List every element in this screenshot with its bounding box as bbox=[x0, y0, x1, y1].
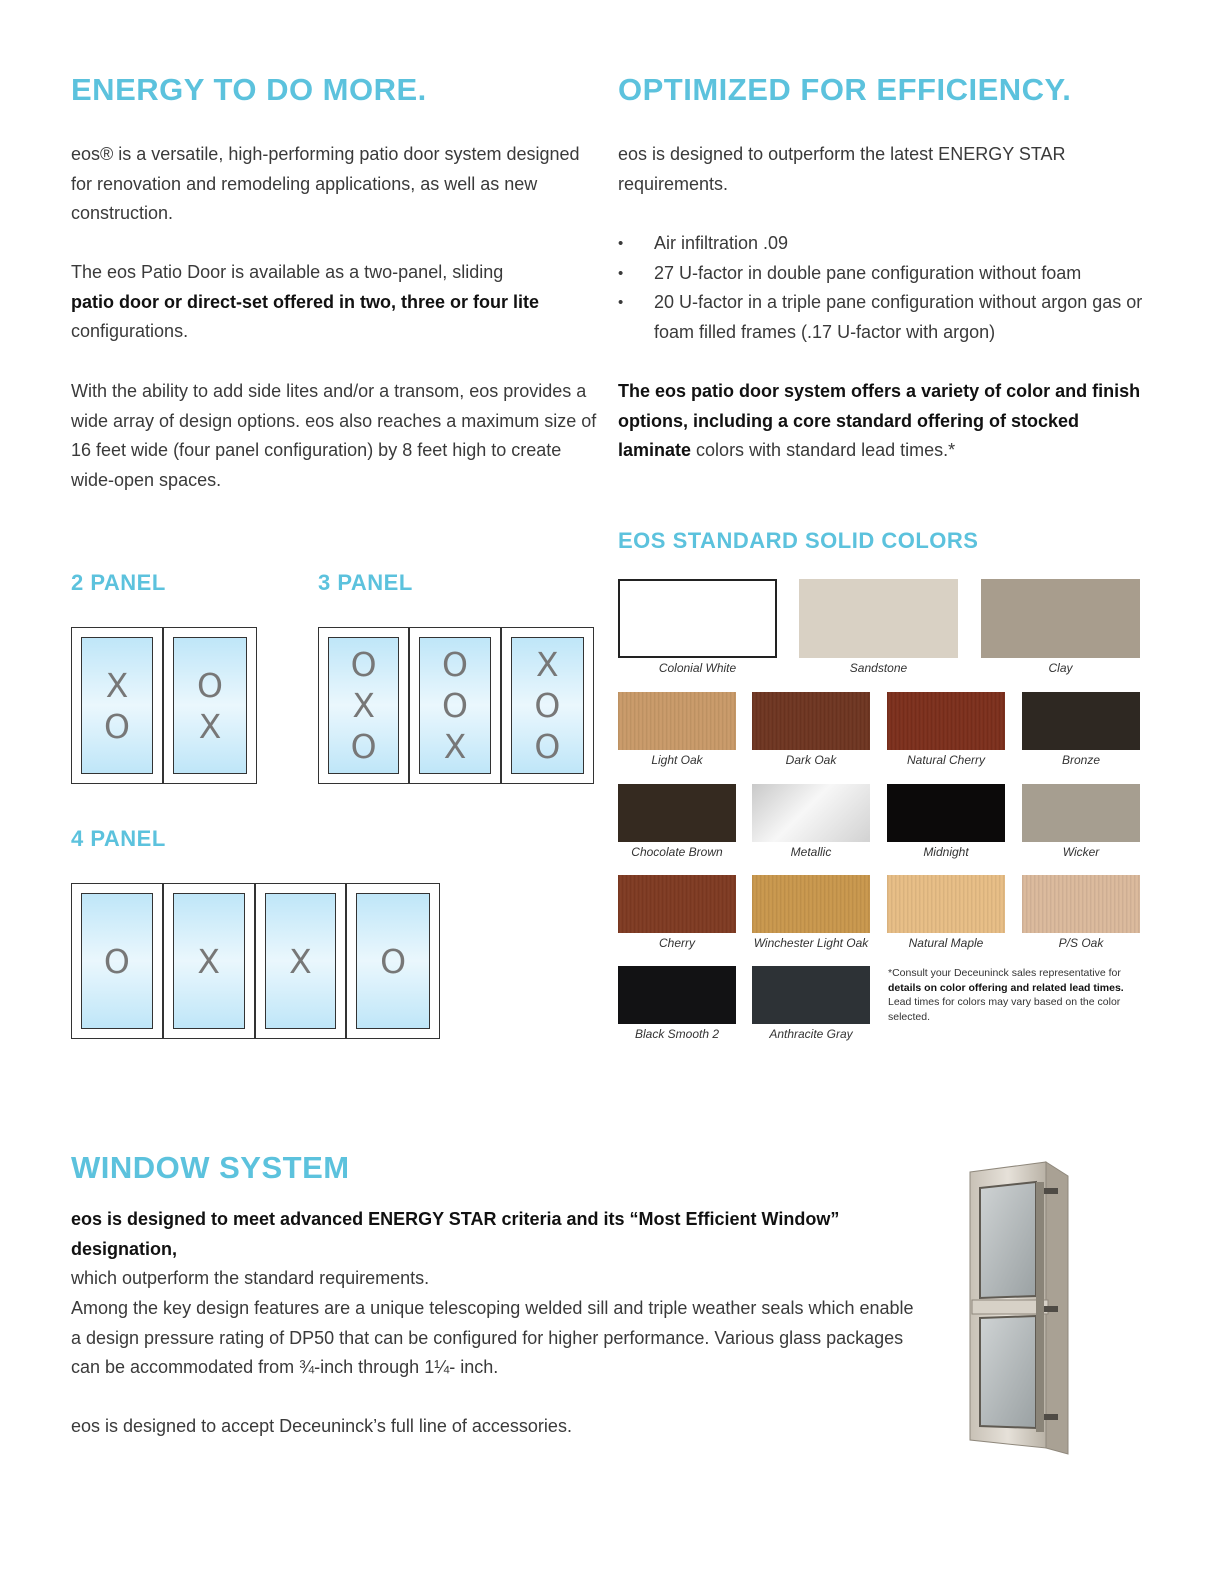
door-panel bbox=[347, 884, 439, 1038]
three-panel-title: 3 PANEL bbox=[318, 570, 413, 595]
door-glass bbox=[265, 893, 337, 1029]
color-chip bbox=[618, 692, 736, 750]
door-panel bbox=[72, 628, 164, 783]
color-swatch bbox=[618, 784, 736, 859]
color-swatch bbox=[799, 579, 958, 675]
lite-mark: O bbox=[442, 686, 468, 725]
color-chip bbox=[799, 579, 958, 658]
efficiency-bullet-list bbox=[618, 229, 1148, 347]
color-swatch bbox=[618, 966, 736, 1041]
color-swatch-label: Light Oak bbox=[651, 753, 703, 767]
color-chip bbox=[1022, 784, 1140, 842]
color-swatch-label: Midnight bbox=[923, 845, 969, 859]
color-note bbox=[888, 966, 1140, 1024]
door-panel bbox=[410, 628, 501, 783]
lite-mark: O bbox=[442, 645, 468, 684]
color-swatch-label: Colonial White bbox=[658, 661, 737, 675]
color-chip bbox=[887, 784, 1005, 842]
efficiency-paragraph-2-bold: The eos patio door system offers a variety of color and finish options, including a core standard offering of stocked laminate bbox=[618, 381, 1141, 461]
door-panel bbox=[256, 884, 348, 1038]
color-chip bbox=[618, 966, 736, 1024]
color-swatch bbox=[752, 966, 870, 1041]
door-panel bbox=[164, 628, 256, 783]
energy-paragraph-2-start: The eos Patio Door is available as a two-panel, sliding bbox=[71, 262, 504, 282]
efficiency-heading: OPTIMIZED FOR EFFICIENCY. bbox=[618, 72, 1072, 107]
color-swatch bbox=[618, 579, 777, 675]
lite-mark: O bbox=[103, 941, 130, 981]
two-panel-diagram bbox=[71, 627, 257, 784]
color-note-end: Lead times for colors may vary based on the color selected. bbox=[888, 996, 1121, 1023]
window-product-image bbox=[958, 1158, 1083, 1458]
efficiency-bullet: • 27 U-factor in double pane configuration without foam bbox=[618, 259, 1148, 289]
color-note-start: *Consult your Deceuninck sales representative for bbox=[888, 967, 1121, 979]
color-chip bbox=[1022, 692, 1140, 750]
lite-mark: X bbox=[352, 686, 375, 725]
color-swatch-label: Metallic bbox=[790, 845, 832, 859]
efficiency-paragraph-2 bbox=[618, 377, 1148, 466]
door-panel bbox=[502, 628, 593, 783]
lite-mark: X bbox=[443, 727, 467, 766]
energy-paragraph-2 bbox=[71, 258, 601, 347]
door-glass bbox=[173, 637, 247, 774]
color-swatch bbox=[887, 875, 1005, 950]
color-swatch-label: Winchester Light Oak bbox=[753, 936, 869, 950]
door-glass bbox=[328, 637, 399, 774]
efficiency-paragraph-2-end: colors with standard lead times.* bbox=[696, 440, 956, 461]
door-glass bbox=[81, 637, 153, 774]
color-swatch-label: Wicker bbox=[1062, 845, 1100, 859]
lite-mark: O bbox=[104, 706, 130, 746]
lite-mark: O bbox=[197, 665, 223, 705]
window-paragraph-2: Among the key design features are a unique telescoping welded sill and triple weather seals which enable a design pressure rating of DP50 that can be configured for higher performance. Various glass packages can be accommodated from ¾-inch through 1¼- inch. bbox=[71, 1298, 914, 1378]
lite-mark: X bbox=[536, 645, 559, 684]
color-chip bbox=[887, 692, 1005, 750]
color-chip bbox=[752, 784, 870, 842]
lite-mark: O bbox=[350, 727, 377, 766]
door-panel bbox=[319, 628, 410, 783]
four-panel-diagram bbox=[71, 883, 440, 1039]
color-swatch bbox=[752, 875, 870, 950]
color-chip bbox=[618, 875, 736, 933]
color-swatch bbox=[618, 692, 736, 767]
three-panel-diagram bbox=[318, 627, 594, 784]
lite-mark: O bbox=[534, 727, 561, 766]
color-swatch bbox=[981, 579, 1140, 675]
lite-mark: O bbox=[534, 686, 561, 725]
window-paragraph-1-bold: eos is designed to meet advanced ENERGY STAR criteria and its “Most Efficient Window” designation, bbox=[71, 1209, 840, 1259]
color-swatch-label: Bronze bbox=[1061, 753, 1101, 767]
window-system-heading: WINDOW SYSTEM bbox=[71, 1150, 350, 1185]
efficiency-paragraph-1: eos is designed to outperform the latest ENERGY STAR requirements. bbox=[618, 144, 1066, 194]
door-glass bbox=[173, 893, 245, 1029]
window-paragraph-3: eos is designed to accept Deceuninck’s full line of accessories. bbox=[71, 1416, 572, 1436]
color-chip bbox=[887, 875, 1005, 933]
color-chip bbox=[752, 875, 870, 933]
color-chip bbox=[752, 692, 870, 750]
color-swatch-label: Anthracite Gray bbox=[769, 1027, 853, 1041]
color-note-bold: details on color offering and related lead times. bbox=[888, 981, 1124, 994]
color-chip bbox=[752, 966, 870, 1024]
color-swatch-label: Sandstone bbox=[849, 661, 908, 675]
energy-paragraph-2-bold: patio door or direct-set offered in two, three or four lite bbox=[71, 291, 540, 312]
door-panel bbox=[164, 884, 256, 1038]
color-swatch bbox=[1022, 784, 1140, 859]
energy-paragraph-1: eos® is a versatile, high-performing patio door system designed for renovation and remodeling applications, as well as new construction. bbox=[71, 144, 580, 224]
color-swatch bbox=[1022, 875, 1140, 950]
door-glass bbox=[356, 893, 430, 1029]
color-chip bbox=[618, 579, 777, 658]
energy-heading: ENERGY TO DO MORE. bbox=[71, 72, 427, 107]
energy-paragraph-3: With the ability to add side lites and/or a transom, eos provides a wide array of design options. eos also reaches a maximum size of 16 feet wide (four panel configuration) by 8 feet high to create wide-open spaces. bbox=[71, 381, 597, 490]
lite-mark: X bbox=[289, 941, 312, 981]
four-panel-title: 4 PANEL bbox=[71, 826, 166, 851]
door-glass bbox=[419, 637, 490, 774]
color-chip bbox=[618, 784, 736, 842]
color-swatch-label: Black Smooth 2 bbox=[634, 1027, 720, 1041]
color-swatch bbox=[887, 784, 1005, 859]
lite-mark: O bbox=[380, 941, 407, 981]
energy-paragraph-2-end: configurations. bbox=[71, 321, 189, 342]
window-paragraph-1-end: which outperform the standard requirements. bbox=[71, 1268, 430, 1289]
color-chip bbox=[1022, 875, 1140, 933]
color-swatch bbox=[752, 692, 870, 767]
color-chip bbox=[981, 579, 1140, 658]
door-glass bbox=[511, 637, 584, 774]
lite-mark: O bbox=[350, 645, 377, 684]
door-glass bbox=[81, 893, 153, 1029]
color-swatch bbox=[752, 784, 870, 859]
lite-mark: X bbox=[105, 665, 129, 705]
two-panel-title: 2 PANEL bbox=[71, 570, 166, 595]
color-swatch-label: Natural Cherry bbox=[906, 753, 986, 767]
window-paragraph-1 bbox=[71, 1205, 921, 1294]
color-swatch-label: Clay bbox=[1048, 661, 1073, 675]
color-swatch-label: Cherry bbox=[658, 936, 695, 950]
door-panel bbox=[72, 884, 164, 1038]
color-swatch bbox=[1022, 692, 1140, 767]
colors-heading: EOS STANDARD SOLID COLORS bbox=[618, 528, 979, 553]
lite-mark: X bbox=[197, 941, 220, 981]
color-swatch-label: Dark Oak bbox=[785, 753, 837, 767]
color-swatch bbox=[887, 692, 1005, 767]
efficiency-bullet: • 20 U-factor in a triple pane configuration without argon gas or foam filled frames (.17 U-factor with argon) bbox=[618, 288, 1148, 347]
color-swatch bbox=[618, 875, 736, 950]
color-swatch-label: P/S Oak bbox=[1058, 936, 1104, 950]
lite-mark: X bbox=[198, 706, 222, 746]
color-swatch-label: Natural Maple bbox=[908, 936, 984, 950]
color-swatch-label: Chocolate Brown bbox=[631, 845, 723, 859]
efficiency-bullet: • Air infiltration .09 bbox=[618, 229, 1148, 259]
